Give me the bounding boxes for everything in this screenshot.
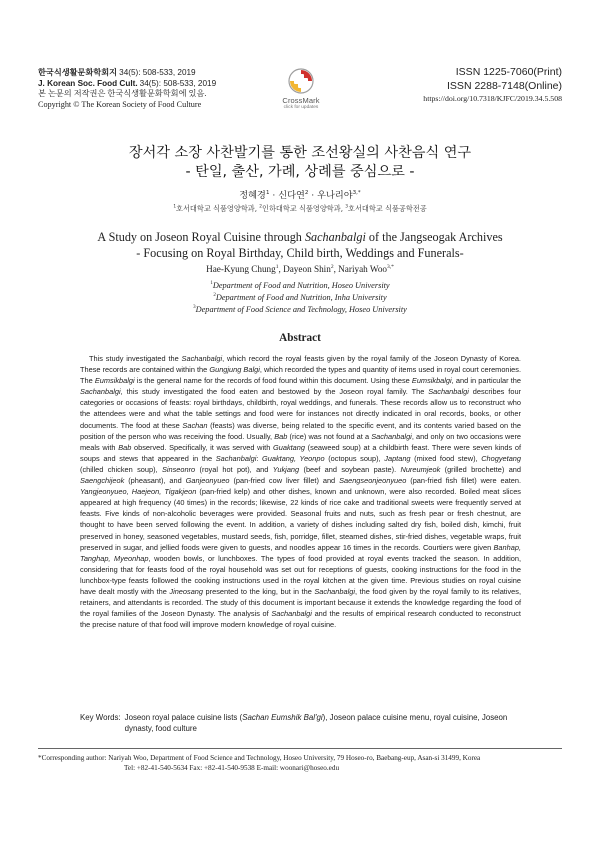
abstract-text: observed. Specifically, it was served with — [131, 442, 273, 452]
abstract-text: , the food given by the royal family to its relatives, retainers, and attendants is recorded. The study of this document is important because it extends the knowledge regarding the food of the royal families of the Joseon Dynasty. The analysis of — [80, 586, 522, 619]
author-kr: 정혜경$^1$ — [239, 189, 270, 201]
affiliations-kr: $^1$호서대학교 식품영양학과, $^2$인하대학교 식품영양학과, $^3$호서대학교 식품공학전공 — [173, 204, 427, 213]
journal-volume-en: 34(5): 508-533, 2019 — [139, 78, 217, 88]
keywords — [80, 712, 530, 734]
issn-online: ISSN 2288-7148(Online) — [447, 80, 562, 92]
journal-name-kr: 한국식생활문화학회지 — [38, 68, 118, 77]
abstract-text: (pan-fried kelp) and other dishes, known and unknown, were also recorded. Boiled meat slices appeared at high frequency (40 times) in the records; likewise, 22 kinds of rice cake and traditional sweets were frequently served at feasts. Five kinds of non-alcoholic beverages were provided. Seasonal fruits and nuts, such as fresh pear or fresh chestnut, are thought to have been served following the event. In addition, a variety of dishes including salted dry fish, boiled dish, kimchi, fruit preserved in honey, seasoned vegetables, mustard seeds, fish, porridge, fillet, steamed dishes, stir-fried dishes, vegetable wraps, fruit preserved in sugar, and jellied foods were given to guests, and noodles appear 16 times in the records. Courtiers were given — [80, 487, 521, 552]
affiliation-kr: $^2$인하대학교 식품영양학과 — [259, 204, 341, 213]
abstract-text: , wooden bowls, or lunchboxes. The types of food provided at royal events tracked the season. In addition, considering that for feasts food of the royal household was set out for receptions of guests, cooking instructions for the food in the lunchbox-type feasts followed the cooking instructions used in the royal kitchen at the given time. Previous studies on royal cuisine have dealt mostly with the — [80, 553, 521, 596]
keywords-text — [125, 712, 530, 734]
abstract-text: Jineosang — [169, 586, 203, 596]
corresponding-author: *Corresponding author: Nariyah Woo, Department of Food Science and Technology, Hoseo University, 79 Hoseo-ro, Baebang-eup, Asan-si 31499, Korea — [38, 754, 481, 762]
abstract-text: Saengchijeok — [80, 476, 125, 486]
affiliation-en: $^3$Department of Food Science and Technology, Hoseo University — [193, 305, 407, 314]
abstract-text: (beef and soybean paste). — [299, 464, 401, 474]
title-en-line2: - Focusing on Royal Birthday, Child birth, Weddings and Funerals- — [136, 245, 464, 260]
author-en: Dayeon Shin$^2$ — [283, 263, 334, 274]
abstract-text: , which record the royal feasts given by the royal family of the Joseon Dynasty of Korea. These records are contained within the — [80, 354, 521, 375]
abstract-text: Sachanbalgi — [271, 609, 312, 619]
abstract-heading: Abstract — [279, 332, 321, 344]
author-kr: 우나리야$^{3,*}$ — [317, 189, 361, 201]
keywords-text-segment: ), Joseon palace cuisine menu, royal cuisine, Joseon dynasty, food culture — [124, 713, 508, 733]
abstract-text: Sinseonro — [161, 464, 196, 474]
abstract-text: Sachanbalgi — [314, 586, 355, 596]
abstract-text: Saengseonjeonyueo — [339, 476, 407, 486]
abstract-text: , and in particular the — [451, 376, 521, 386]
author-en: Hae-Kyung Chung$^1$ — [206, 263, 279, 274]
abstract-text: Bab — [274, 431, 288, 441]
keywords-label: Key Words: — [80, 713, 121, 722]
abstract-text: (octopus soup), — [324, 453, 385, 463]
journal-volume-kr: 34(5): 508-533, 2019 — [119, 68, 196, 77]
footnote — [38, 753, 562, 774]
abstract-text: , which recorded the types and quantity of items used in royal court ceremonies. The — [80, 365, 522, 386]
abstract-text: and the results of empirical research conducted to reconstruct the precise nature of that food will improve modern knowledge of royal cuisine. — [80, 609, 521, 630]
affiliation-en: $^2$Department of Food and Nutrition, Inha University — [213, 293, 387, 302]
abstract-text: Ganjeonyueo — [185, 476, 230, 486]
abstract-body — [80, 353, 521, 630]
journal-name-en: J. Korean Soc. Food Cult. — [38, 78, 138, 88]
abstract-text: (pan-fried cow liver fillet) and — [229, 476, 340, 486]
abstract-text: Bab — [118, 442, 132, 452]
authors-en: Hae-Kyung Chung$^1$, Dayeon Shin$^2$, Nariyah Woo$^{3,*}$ — [206, 263, 394, 274]
author-en: Nariyah Woo$^{3,*}$ — [338, 263, 394, 274]
abstract-text: (seaweed soup) at a childbirth feast. There were seven kinds of soups and stews that appeared in the — [80, 442, 521, 463]
keywords-text-segment: Joseon royal palace cuisine lists ( — [124, 713, 243, 722]
abstract-text: Banhap, Tanghap, Myeonhap — [80, 542, 521, 563]
issn-info — [423, 65, 562, 104]
abstract-text: , this study investigated the food eaten and bestowed by the Joseon royal family. The — [120, 387, 429, 397]
abstract-text: Sachanbalgi — [371, 431, 412, 441]
abstract-text: Gungjung Balgi — [209, 365, 260, 375]
abstract-text: (pheasant), and — [124, 476, 186, 486]
abstract-text: Yangjeonyueo, Haejeon, Tigakjeon — [80, 487, 197, 497]
doi-link[interactable]: https://doi.org/10.7318/KJFC/2019.34.5.508 — [423, 94, 562, 103]
journal-line-kr — [38, 68, 216, 79]
abstract-text: (royal hot pot), and — [195, 464, 273, 474]
abstract-text: Guaktang, Yeonpo — [262, 453, 325, 463]
abstract-text: Sachanbalgi — [80, 387, 121, 397]
crossmark-badge[interactable] — [271, 68, 331, 110]
title-en-line1: A Study on Joseon Royal Cuisine through Sachanbalgi of the Jangseogak Archives — [97, 230, 503, 244]
copyright-en: Copyright © The Korean Society of Food Culture — [38, 99, 202, 109]
abstract-text: (pan-fried fish fillet) were eaten. — [406, 476, 521, 486]
abstract-text: Chogyetang — [481, 453, 521, 463]
title-en — [0, 230, 600, 261]
affiliation-kr: $^3$호서대학교 식품공학전공 — [345, 204, 427, 213]
abstract-text: : — [256, 453, 263, 463]
abstract-text: (rice) was not found at a — [287, 431, 372, 441]
abstract-text: Sachanbalgi — [181, 354, 223, 363]
abstract-text: (feasts) was diverse, being related to the specific event, and its contents varied based on the position of the person who was receiving the food. Usually, — [80, 420, 521, 441]
crossmark-sublabel: click for updates — [283, 105, 319, 110]
abstract-text: Japtang — [384, 453, 411, 463]
abstract-text: Sachanbalgi — [428, 387, 469, 397]
journal-info — [38, 68, 216, 110]
crossmark-label: CrossMark — [282, 96, 320, 105]
issn-print: ISSN 1225-7060(Print) — [455, 66, 562, 78]
abstract-text: is the general name for the records of food found within this document. Using these — [134, 376, 412, 386]
contact-info: Tel: +82-41-540-5634 Fax: +82-41-540-9538 E-mail: woonari@hoseo.edu — [124, 764, 340, 773]
copyright-kr: 본 논문의 저작권은 한국식생활문화학회에 있음. — [38, 89, 207, 99]
affiliations-en — [0, 280, 600, 316]
abstract-text: Yukjang — [272, 464, 300, 474]
abstract-text: (grilled brochette) and — [440, 464, 521, 474]
abstract-text: Eumsikbalgi — [94, 376, 135, 386]
abstract-text: (mixed food stew), — [410, 453, 482, 463]
abstract-text: Sachanbalgi — [215, 453, 257, 463]
abstract-text: , and only on two occasions were meals with — [80, 431, 521, 452]
journal-line-en — [38, 79, 216, 90]
abstract-text: This study investigated the — [89, 354, 182, 363]
abstract-text: Nureumjeok — [400, 464, 441, 474]
title-kr — [0, 144, 600, 182]
abstract-text: Guaktang — [273, 442, 305, 452]
crossmark-icon — [288, 68, 314, 94]
abstract-text: Sachan — [182, 420, 208, 430]
author-kr: 신다연$^2$ — [278, 189, 309, 201]
abstract-text: presented to the king, but in the — [203, 586, 315, 596]
abstract-text: Eumsikbalgi — [411, 376, 452, 386]
abstract-text: describes four categories or occasions of feasts: royal birthdays, childbirth, royal weddings, and funerals. These records allow us to reconstruct who the attendees were and what the table settings and food were for instances not directly indicated in oral records, books, or other documents. The food at these — [80, 387, 522, 430]
keywords-text-segment: Sachan Eumshik Bal'gi — [242, 713, 323, 722]
authors-kr: 정혜경$^1$ · 신다연$^2$ · 우나리야$^{3,*}$ — [239, 189, 361, 201]
affiliation-en: $^1$Department of Food and Nutrition, Hoseo University — [210, 281, 390, 290]
affiliation-kr: $^1$호서대학교 식품영양학과 — [173, 204, 255, 213]
title-kr-line2: - 탄일, 출산, 가례, 상례를 중심으로 - — [185, 164, 415, 180]
footnote-divider — [38, 748, 562, 749]
title-kr-line1: 장서각 소장 사찬발기를 통한 조선왕실의 사찬음식 연구 — [128, 145, 472, 161]
abstract-text: (chilled chicken soup), — [80, 464, 162, 474]
